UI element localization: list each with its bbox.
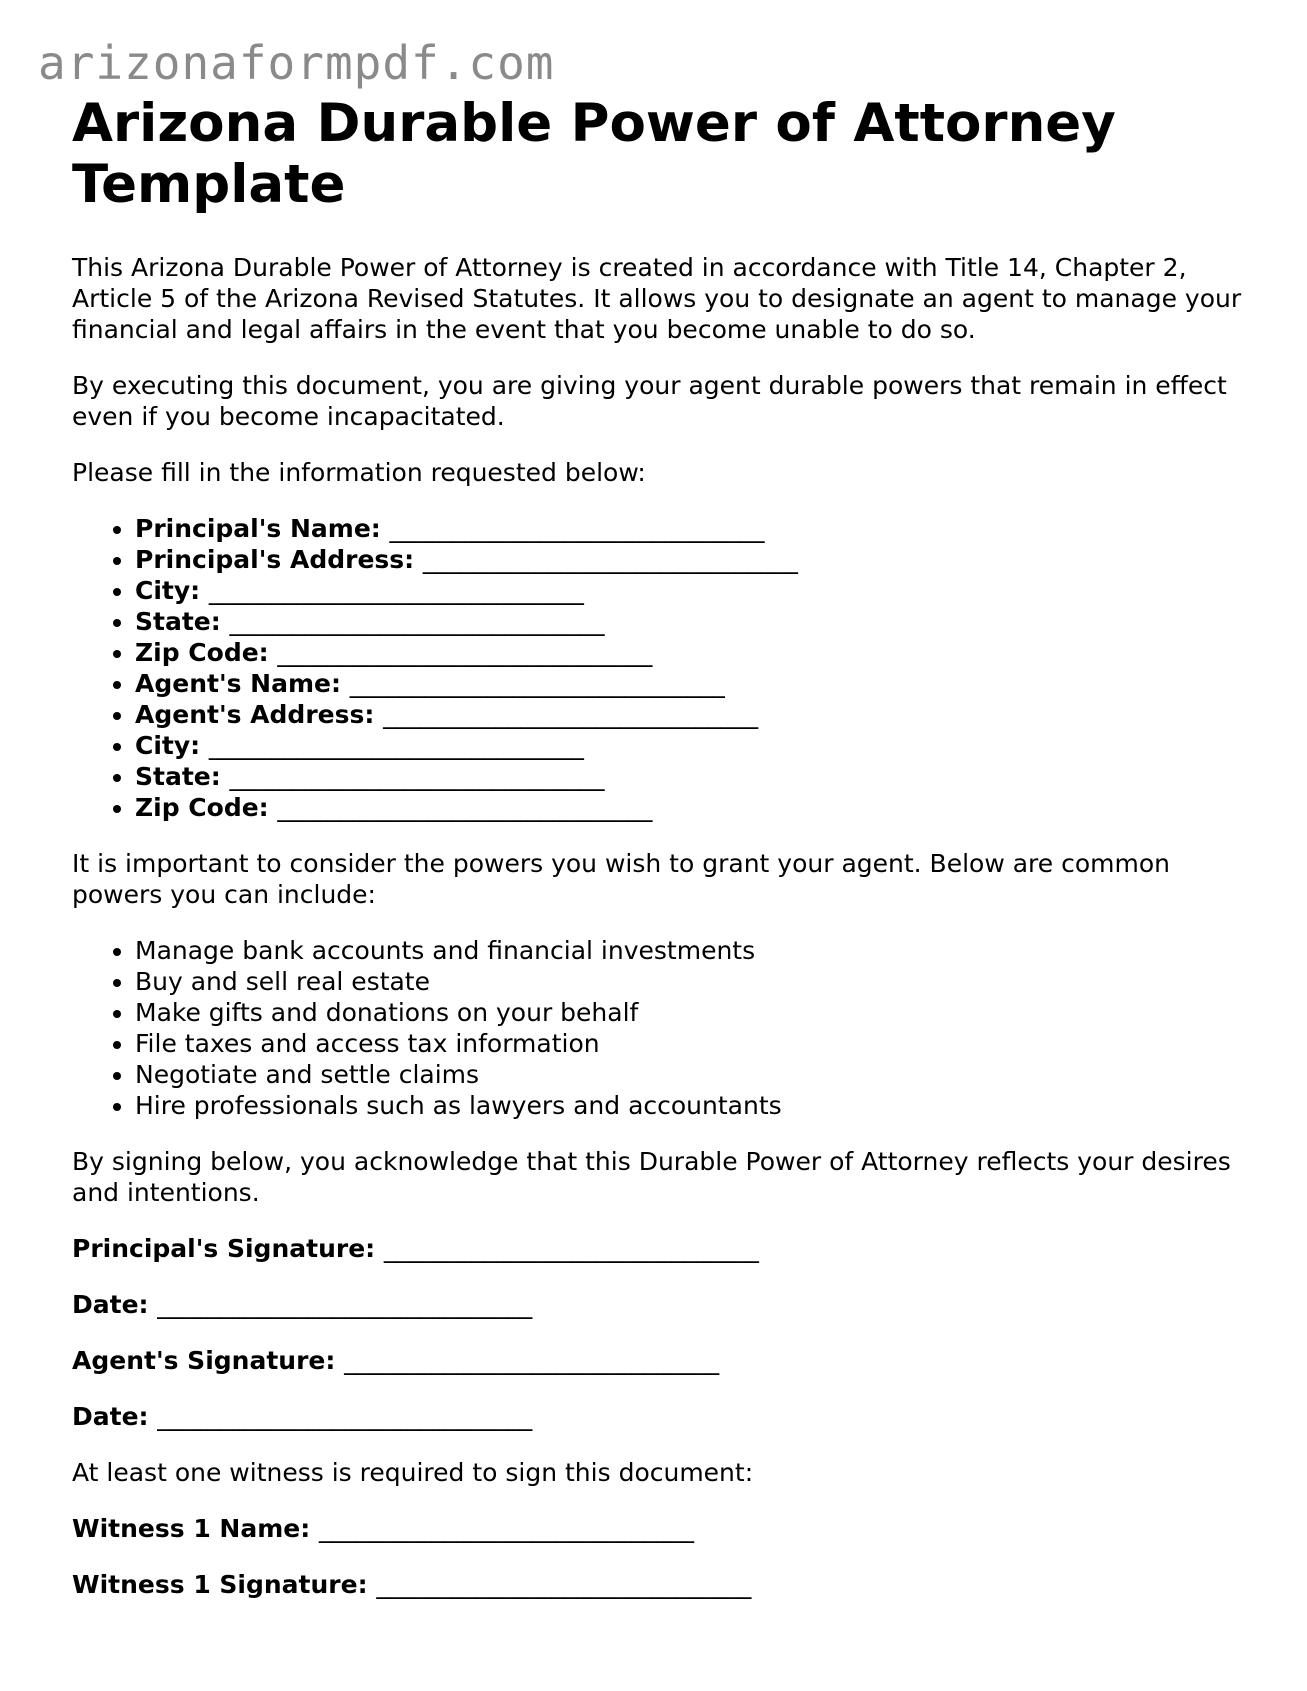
field-agent-state <box>135 761 1252 792</box>
signature-blank[interactable]: ______________________________ <box>344 1346 720 1375</box>
witness-name-blank[interactable]: ______________________________ <box>318 1514 694 1543</box>
field-label: State: <box>135 762 221 791</box>
field-agent-name <box>135 668 1252 699</box>
intro-paragraph-2: By executing this document, you are giving your agent durable powers that remain in effect even if you become incapacitated. <box>72 371 1227 431</box>
date-label: Date: <box>72 1402 149 1431</box>
field-principal-name <box>135 513 1252 544</box>
blank-line[interactable]: ______________________________ <box>208 576 584 605</box>
power-item: • File taxes and access tax information <box>135 1028 1252 1059</box>
blank-line[interactable]: ______________________________ <box>389 514 765 543</box>
field-label: City: <box>135 731 201 760</box>
field-label: State: <box>135 607 221 636</box>
blank-line[interactable]: ______________________________ <box>422 545 798 574</box>
field-label: Principal's Address: <box>135 545 415 574</box>
field-principal-city <box>135 575 1252 606</box>
blank-line[interactable]: ______________________________ <box>383 700 759 729</box>
blank-line[interactable]: ______________________________ <box>229 607 605 636</box>
power-item: • Hire professionals such as lawyers and accountants <box>135 1090 1252 1121</box>
field-label: Zip Code: <box>135 638 269 667</box>
signature-label: Agent's Signature: <box>72 1346 336 1375</box>
field-principal-state <box>135 606 1252 637</box>
power-item: • Manage bank accounts and financial investments <box>135 935 1252 966</box>
agent-signature-line <box>72 1345 1252 1376</box>
date-blank[interactable]: ______________________________ <box>157 1402 533 1431</box>
witness-signature-label: Witness 1 Signature: <box>72 1570 368 1599</box>
principal-date-line <box>72 1289 1252 1320</box>
field-principal-zip <box>135 637 1252 668</box>
intro-paragraph-1: This Arizona Durable Power of Attorney is created in accordance with Title 14, Chapter 2, Article 5 of the Arizona Revised Statutes. It allows you to designate an agent to manage your financial and legal affairs in the event that you become unable to do so. <box>72 253 1242 344</box>
powers-intro-paragraph: It is important to consider the powers you wish to grant your agent. Below are common powers you can include: <box>72 849 1170 909</box>
acknowledgement-paragraph: By signing below, you acknowledge that this Durable Power of Attorney reflects your desires and intentions. <box>72 1147 1231 1207</box>
witness-name-label: Witness 1 Name: <box>72 1514 311 1543</box>
field-label: Agent's Name: <box>135 669 341 698</box>
witness-intro-paragraph: At least one witness is required to sign this document: <box>72 1458 754 1487</box>
witness-signature-blank[interactable]: ______________________________ <box>376 1570 752 1599</box>
blank-line[interactable]: ______________________________ <box>277 793 653 822</box>
field-label: Principal's Name: <box>135 514 381 543</box>
power-item: • Make gifts and donations on your behalf <box>135 997 1252 1028</box>
date-label: Date: <box>72 1290 149 1319</box>
blank-line[interactable]: ______________________________ <box>349 669 725 698</box>
field-label: Zip Code: <box>135 793 269 822</box>
power-item: • Negotiate and settle claims <box>135 1059 1252 1090</box>
field-label: Agent's Address: <box>135 700 375 729</box>
agent-date-line <box>72 1401 1252 1432</box>
powers-list <box>72 935 1252 1121</box>
blank-line[interactable]: ______________________________ <box>277 638 653 667</box>
watermark-text: arizonaformpdf.com <box>38 36 555 90</box>
document-page <box>72 93 1252 1600</box>
signature-blank[interactable]: ______________________________ <box>383 1234 759 1263</box>
blank-line[interactable]: ______________________________ <box>229 762 605 791</box>
blank-line[interactable]: ______________________________ <box>208 731 584 760</box>
field-agent-city <box>135 730 1252 761</box>
signature-label: Principal's Signature: <box>72 1234 376 1263</box>
fill-in-instruction: Please fill in the information requested below: <box>72 458 646 487</box>
information-field-list <box>72 513 1252 823</box>
field-principal-address <box>135 544 1252 575</box>
principal-signature-line <box>72 1233 1252 1264</box>
field-agent-zip <box>135 792 1252 823</box>
document-title: Arizona Durable Power of Attorney Template <box>72 93 1116 215</box>
power-item: • Buy and sell real estate <box>135 966 1252 997</box>
field-agent-address <box>135 699 1252 730</box>
field-label: City: <box>135 576 201 605</box>
date-blank[interactable]: ______________________________ <box>157 1290 533 1319</box>
witness-signature-line <box>72 1569 1252 1600</box>
witness-name-line <box>72 1513 1252 1544</box>
